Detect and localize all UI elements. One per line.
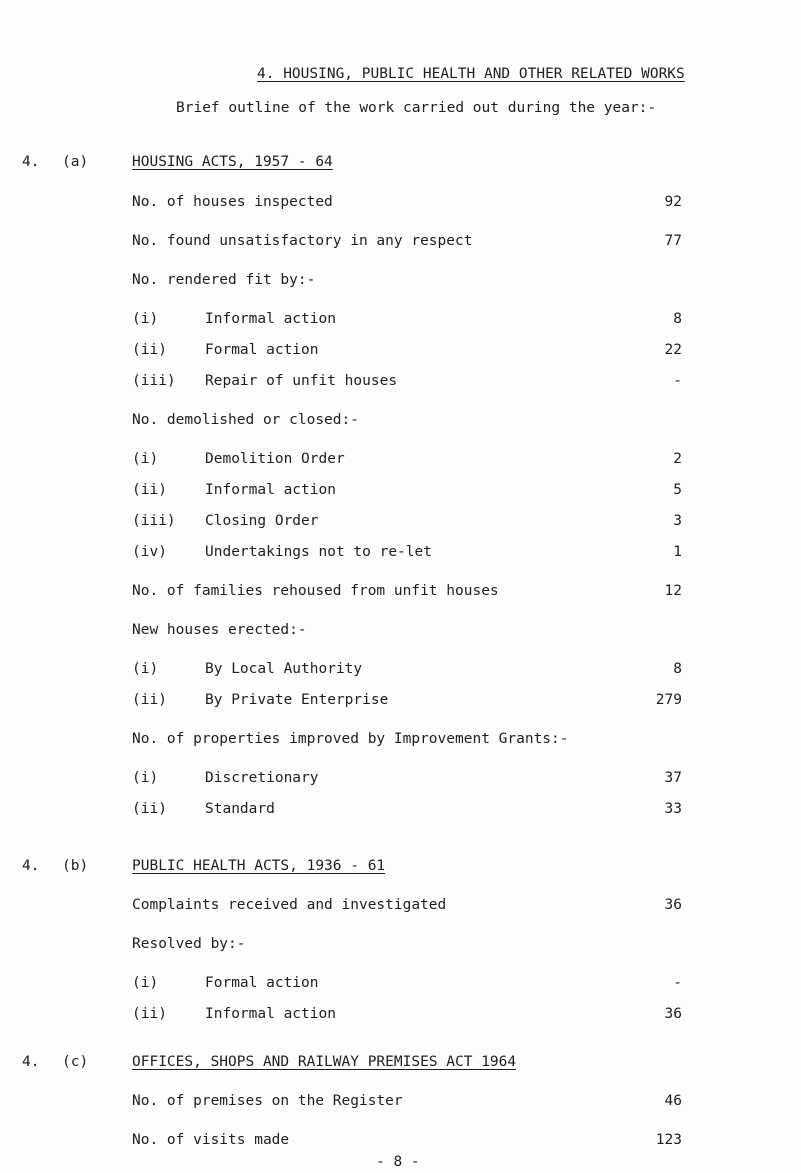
section-b-marker: 4. [22, 858, 40, 874]
new-houses-value: 8 [673, 661, 682, 677]
new-houses-value: 279 [655, 692, 682, 708]
section-a-marker: 4. [22, 154, 40, 170]
improved-value: 37 [664, 770, 682, 786]
unsatisfactory-label: No. found unsatisfactory in any respect [132, 233, 473, 249]
rendered-value: - [673, 373, 682, 389]
improved-heading: No. of properties improved by Improvement Grants:- [132, 731, 569, 747]
new-houses-label: By Local Authority [205, 661, 363, 677]
rendered-label: Repair of unfit houses [205, 373, 398, 389]
rendered-heading: No. rendered fit by:- [132, 272, 316, 288]
section-b-title: PUBLIC HEALTH ACTS, 1936 - 61 [132, 858, 386, 874]
register-value: 46 [664, 1093, 682, 1109]
demolished-num: (iii) [132, 513, 176, 529]
section-c-title: OFFICES, SHOPS AND RAILWAY PREMISES ACT 1964 [132, 1054, 517, 1070]
demolished-heading: No. demolished or closed:- [132, 412, 359, 428]
section-a-letter: (a) [62, 154, 89, 170]
visits-value: 123 [655, 1132, 682, 1148]
rendered-num: (iii) [132, 373, 176, 389]
rendered-value: 8 [673, 311, 682, 327]
rendered-num: (i) [132, 311, 159, 327]
new-houses-heading: New houses erected:- [132, 622, 307, 638]
demolished-label: Informal action [205, 482, 336, 498]
complaints-value: 36 [664, 897, 682, 913]
rehoused-label: No. of families rehoused from unfit houses [132, 583, 499, 599]
page-heading: 4. HOUSING, PUBLIC HEALTH AND OTHER RELATED WORKS [257, 66, 685, 82]
resolved-value: - [673, 975, 682, 991]
page-number: - 8 - [376, 1154, 420, 1170]
section-a-title: HOUSING ACTS, 1957 - 64 [132, 154, 333, 170]
rendered-num: (ii) [132, 342, 167, 358]
intro-text: Brief outline of the work carried out during the year:- [176, 100, 657, 116]
improved-num: (i) [132, 770, 159, 786]
section-c-letter: (c) [62, 1054, 89, 1070]
resolved-label: Informal action [205, 1006, 336, 1022]
resolved-value: 36 [664, 1006, 682, 1022]
demolished-value: 2 [673, 451, 682, 467]
unsatisfactory-value: 77 [664, 233, 682, 249]
resolved-num: (i) [132, 975, 159, 991]
inspected-label: No. of houses inspected [132, 194, 333, 210]
rendered-label: Informal action [205, 311, 336, 327]
improved-label: Standard [205, 801, 275, 817]
section-c-marker: 4. [22, 1054, 40, 1070]
improved-value: 33 [664, 801, 682, 817]
register-label: No. of premises on the Register [132, 1093, 403, 1109]
complaints-label: Complaints received and investigated [132, 897, 447, 913]
demolished-value: 3 [673, 513, 682, 529]
demolished-value: 1 [673, 544, 682, 560]
resolved-heading: Resolved by:- [132, 936, 246, 952]
improved-label: Discretionary [205, 770, 319, 786]
inspected-value: 92 [664, 194, 682, 210]
demolished-value: 5 [673, 482, 682, 498]
demolished-label: Demolition Order [205, 451, 345, 467]
visits-label: No. of visits made [132, 1132, 290, 1148]
new-houses-num: (i) [132, 661, 159, 677]
demolished-label: Closing Order [205, 513, 319, 529]
demolished-num: (iv) [132, 544, 167, 560]
improved-num: (ii) [132, 801, 167, 817]
demolished-num: (ii) [132, 482, 167, 498]
new-houses-num: (ii) [132, 692, 167, 708]
resolved-num: (ii) [132, 1006, 167, 1022]
demolished-num: (i) [132, 451, 159, 467]
demolished-label: Undertakings not to re-let [205, 544, 432, 560]
resolved-label: Formal action [205, 975, 319, 991]
rehoused-value: 12 [664, 583, 682, 599]
rendered-value: 22 [664, 342, 682, 358]
section-b-letter: (b) [62, 858, 89, 874]
new-houses-label: By Private Enterprise [205, 692, 389, 708]
rendered-label: Formal action [205, 342, 319, 358]
